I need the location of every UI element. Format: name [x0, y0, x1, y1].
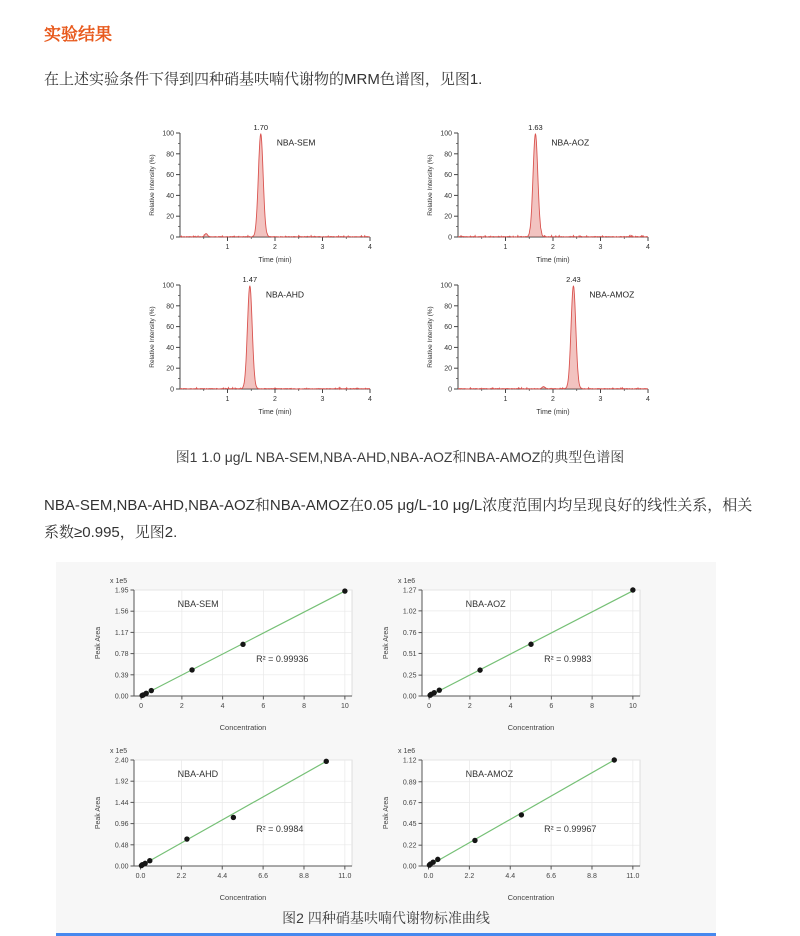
- svg-text:8.8: 8.8: [587, 872, 597, 880]
- svg-text:2.43: 2.43: [566, 275, 581, 285]
- svg-text:Time (min): Time (min): [258, 409, 292, 417]
- chromatogram-nba-aoz: [424, 117, 654, 265]
- svg-text:4: 4: [368, 396, 372, 404]
- chromatogram-nba-ahd: [146, 269, 376, 417]
- svg-text:0: 0: [170, 234, 174, 242]
- svg-text:2.2: 2.2: [176, 872, 187, 880]
- svg-text:1.47: 1.47: [242, 275, 258, 285]
- svg-text:Time (min): Time (min): [536, 409, 570, 417]
- svg-text:0.00: 0.00: [402, 863, 417, 871]
- svg-text:0.00: 0.00: [114, 693, 129, 701]
- svg-text:4.4: 4.4: [505, 872, 516, 880]
- svg-text:60: 60: [166, 324, 174, 332]
- svg-text:2: 2: [179, 702, 184, 710]
- svg-text:10: 10: [628, 702, 637, 710]
- svg-text:1: 1: [503, 396, 508, 404]
- svg-text:1.02: 1.02: [402, 608, 417, 616]
- svg-text:80: 80: [166, 151, 174, 159]
- svg-text:0.00: 0.00: [114, 863, 129, 871]
- svg-text:0: 0: [170, 386, 174, 394]
- svg-text:20: 20: [166, 213, 174, 221]
- svg-text:NBA-SEM: NBA-SEM: [177, 598, 219, 609]
- svg-text:0.00: 0.00: [402, 693, 417, 701]
- svg-text:0: 0: [139, 702, 144, 710]
- chromatogram-nba-amoz: [424, 269, 654, 417]
- svg-text:Peak Area: Peak Area: [95, 796, 102, 829]
- svg-text:NBA-AMOZ: NBA-AMOZ: [589, 289, 635, 300]
- svg-text:0.67: 0.67: [402, 799, 417, 807]
- paragraph-linearity: NBA-SEM,NBA-AHD,NBA-AOZ和NBA-AMOZ在0.05 μg/L-10 μg/L浓度范围内均呈现良好的线性关系，相关系数≥0.995，见图2.: [44, 497, 753, 541]
- svg-text:0.0: 0.0: [135, 872, 146, 880]
- svg-text:1.56: 1.56: [114, 608, 129, 616]
- svg-text:Time (min): Time (min): [536, 257, 570, 265]
- svg-text:0.45: 0.45: [402, 820, 417, 828]
- svg-text:x 1e5: x 1e5: [110, 747, 128, 755]
- svg-text:100: 100: [440, 130, 452, 138]
- svg-text:1.63: 1.63: [528, 123, 543, 133]
- svg-text:NBA-SEM: NBA-SEM: [276, 137, 316, 148]
- svg-text:Relative Intensity (%): Relative Intensity (%): [427, 154, 434, 216]
- svg-text:3: 3: [598, 244, 603, 252]
- svg-text:60: 60: [444, 172, 452, 180]
- svg-text:R² = 0.9983: R² = 0.9983: [544, 653, 592, 664]
- svg-text:Relative Intensity (%): Relative Intensity (%): [149, 154, 156, 216]
- svg-text:80: 80: [444, 151, 452, 159]
- svg-text:2: 2: [467, 702, 472, 710]
- svg-text:40: 40: [166, 345, 174, 353]
- figure2-calibration-grid: [56, 562, 716, 904]
- svg-text:0.48: 0.48: [114, 842, 129, 850]
- svg-text:0.22: 0.22: [402, 842, 417, 850]
- svg-text:Relative Intensity (%): Relative Intensity (%): [149, 306, 156, 368]
- svg-text:0.0: 0.0: [423, 872, 434, 880]
- svg-text:0.39: 0.39: [114, 672, 129, 680]
- svg-text:20: 20: [444, 213, 452, 221]
- svg-text:4: 4: [646, 244, 650, 252]
- svg-text:0.78: 0.78: [114, 650, 129, 658]
- svg-text:NBA-AHD: NBA-AHD: [265, 289, 305, 300]
- svg-text:1.27: 1.27: [402, 587, 417, 595]
- svg-text:2: 2: [273, 244, 277, 252]
- paragraph-intro: 在上述实验条件下得到四种硝基呋喃代谢物的MRM色谱图，见图1.: [44, 71, 483, 88]
- svg-text:60: 60: [166, 172, 174, 180]
- svg-text:20: 20: [166, 365, 174, 373]
- svg-text:NBA-AHD: NBA-AHD: [177, 768, 219, 779]
- svg-text:4: 4: [220, 702, 225, 710]
- svg-text:4: 4: [646, 396, 650, 404]
- svg-text:1: 1: [503, 244, 508, 252]
- svg-text:x 1e6: x 1e6: [398, 577, 416, 585]
- svg-text:1.95: 1.95: [114, 587, 129, 595]
- svg-text:Peak Area: Peak Area: [383, 796, 390, 829]
- svg-text:10: 10: [340, 702, 349, 710]
- svg-text:0: 0: [427, 702, 432, 710]
- svg-text:8.8: 8.8: [299, 872, 309, 880]
- svg-text:4: 4: [368, 244, 372, 252]
- svg-text:2: 2: [273, 396, 277, 404]
- svg-text:4: 4: [508, 702, 513, 710]
- svg-text:1.12: 1.12: [402, 757, 417, 765]
- svg-text:20: 20: [444, 365, 452, 373]
- svg-text:Peak Area: Peak Area: [383, 626, 390, 659]
- svg-text:R² = 0.99967: R² = 0.99967: [544, 823, 597, 834]
- svg-text:100: 100: [440, 282, 452, 290]
- svg-text:0.25: 0.25: [402, 672, 417, 680]
- svg-text:100: 100: [162, 282, 174, 290]
- svg-text:1: 1: [225, 244, 230, 252]
- svg-text:6: 6: [549, 702, 554, 710]
- svg-text:2: 2: [551, 396, 555, 404]
- svg-text:x 1e6: x 1e6: [398, 747, 416, 755]
- svg-text:Concentration: Concentration: [507, 722, 555, 732]
- svg-text:2.40: 2.40: [114, 757, 129, 765]
- svg-text:1.70: 1.70: [253, 123, 269, 133]
- svg-text:11.0: 11.0: [626, 872, 640, 880]
- svg-text:Relative Intensity (%): Relative Intensity (%): [427, 306, 434, 368]
- svg-text:0.51: 0.51: [402, 650, 417, 658]
- figure2-panel: [56, 562, 716, 936]
- figure1-caption: 图1 1.0 μg/L NBA-SEM,NBA-AHD,NBA-AOZ和NBA-AMOZ的典型色谱图: [175, 449, 625, 466]
- svg-text:2.2: 2.2: [464, 872, 475, 880]
- chromatogram-nba-sem: [146, 117, 376, 265]
- svg-text:Peak Area: Peak Area: [95, 626, 102, 659]
- calibration-nba-amoz: [376, 740, 654, 904]
- svg-text:0.89: 0.89: [402, 779, 417, 787]
- svg-text:100: 100: [162, 130, 174, 138]
- svg-text:11.0: 11.0: [338, 872, 352, 880]
- svg-text:8: 8: [302, 702, 307, 710]
- svg-text:40: 40: [166, 193, 174, 201]
- svg-text:Concentration: Concentration: [219, 722, 267, 732]
- svg-text:3: 3: [320, 396, 325, 404]
- svg-text:40: 40: [444, 193, 452, 201]
- svg-text:6.6: 6.6: [258, 872, 268, 880]
- svg-text:Concentration: Concentration: [507, 892, 555, 902]
- svg-text:R² = 0.9984: R² = 0.9984: [256, 823, 304, 834]
- svg-text:60: 60: [444, 324, 452, 332]
- svg-text:1.92: 1.92: [114, 778, 129, 786]
- svg-text:R² = 0.99936: R² = 0.99936: [256, 653, 309, 664]
- svg-text:2: 2: [551, 244, 555, 252]
- svg-text:NBA-AMOZ: NBA-AMOZ: [465, 768, 514, 779]
- page-title: 实验结果: [44, 25, 112, 44]
- figure1-chromatogram-grid: [146, 117, 654, 417]
- svg-text:40: 40: [444, 345, 452, 353]
- calibration-nba-aoz: [376, 570, 654, 734]
- svg-text:6.6: 6.6: [546, 872, 556, 880]
- svg-text:Time (min): Time (min): [258, 257, 292, 265]
- svg-text:NBA-AOZ: NBA-AOZ: [551, 137, 590, 148]
- svg-text:80: 80: [444, 303, 452, 311]
- svg-text:x 1e5: x 1e5: [110, 577, 128, 585]
- svg-text:6: 6: [261, 702, 266, 710]
- svg-text:1.17: 1.17: [114, 629, 129, 637]
- svg-text:4.4: 4.4: [217, 872, 228, 880]
- svg-text:0: 0: [448, 234, 452, 242]
- svg-text:3: 3: [598, 396, 603, 404]
- svg-text:Concentration: Concentration: [219, 892, 267, 902]
- svg-text:0.96: 0.96: [114, 820, 129, 828]
- svg-text:80: 80: [166, 303, 174, 311]
- calibration-nba-ahd: [88, 740, 366, 904]
- calibration-nba-sem: [88, 570, 366, 734]
- svg-text:1.44: 1.44: [114, 799, 129, 807]
- figure2-caption: 图2 四种硝基呋喃代谢物标准曲线: [282, 909, 490, 926]
- svg-text:0.76: 0.76: [402, 629, 417, 637]
- svg-text:3: 3: [320, 244, 325, 252]
- svg-text:0: 0: [448, 386, 452, 394]
- svg-text:8: 8: [590, 702, 595, 710]
- svg-text:1: 1: [225, 396, 230, 404]
- svg-text:NBA-AOZ: NBA-AOZ: [465, 598, 506, 609]
